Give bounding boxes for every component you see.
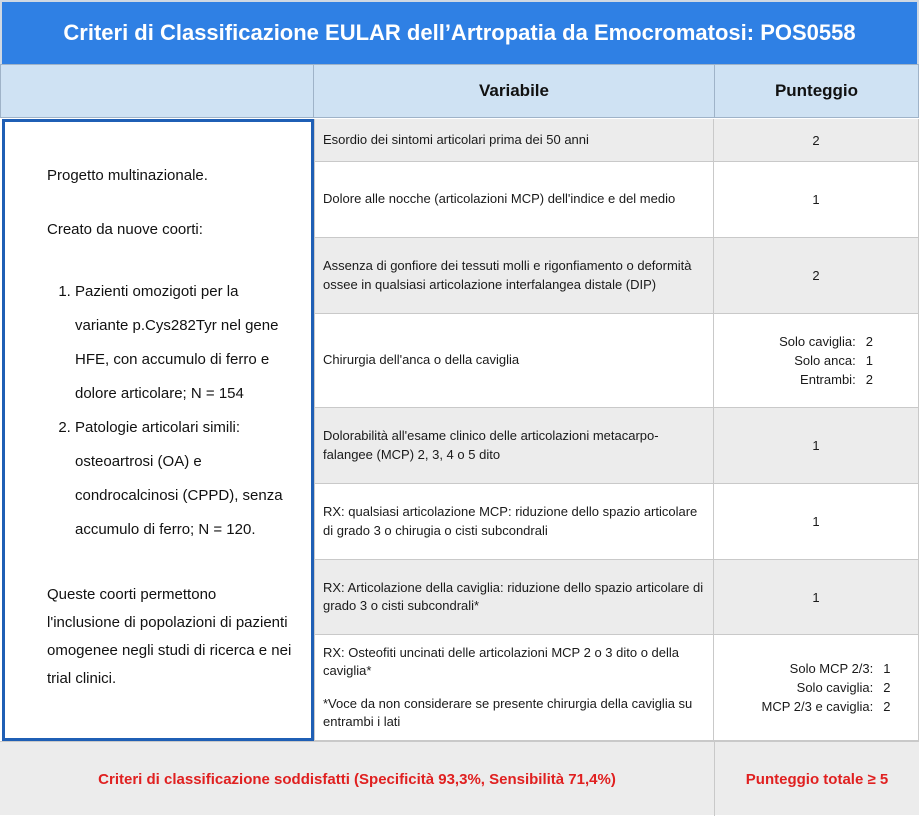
variable-text: Assenza di gonfiore dei tessuti molli e rigonfiamento o deformità ossee in qualsiasi articolazione interfalangea distale (DIP) — [323, 258, 692, 292]
variable-cell — [314, 635, 714, 741]
variable-cell — [314, 119, 714, 162]
header-variable: Variabile — [313, 64, 715, 118]
criteria-row — [314, 119, 919, 162]
score-label: MCP 2/3 e caviglia: — [761, 699, 874, 714]
criteria-row — [314, 162, 919, 238]
criteria-row — [314, 314, 919, 408]
variable-cell — [314, 484, 714, 560]
cohort-list — [47, 275, 293, 547]
cohort-item-2: 2. Patologie articolari simili: osteoartrosi (OA) e condrocalcinosi (CPPD), senza accumulo di ferro; N = 120. — [75, 411, 293, 547]
score-breakdown — [779, 334, 873, 387]
closing-text: Queste coorti permettono l'inclusione di popolazioni di pazienti omogenee negli studi di ricerca e nei trial clinici. — [47, 585, 292, 687]
score-value: 1 — [865, 353, 873, 368]
score-label: Entrambi: — [800, 372, 856, 387]
score-value: 2 — [883, 699, 891, 714]
variable-text: Esordio dei sintomi articolari prima dei 50 anni — [323, 131, 589, 147]
variable-text: RX: Articolazione della caviglia: riduzione dello spazio articolare di grado 3 o cisti subcondrali* — [323, 579, 704, 613]
variable-text: Dolore alle nocche (articolazioni MCP) dell'indice e del medio — [323, 191, 676, 207]
score-value: 2 — [883, 680, 891, 695]
study-description-panel — [2, 119, 314, 741]
variable-text: Dolorabilità all'esame clinico delle articolazioni metacarpo-falangee (MCP) 2, 3, 4 o 5 dito — [323, 428, 659, 462]
criteria-row — [314, 635, 919, 741]
criteria-row — [314, 408, 919, 484]
variable-cell — [314, 408, 714, 484]
score-label: Solo MCP 2/3: — [789, 661, 874, 676]
score-label: Solo anca: — [794, 353, 856, 368]
criteria-row — [314, 560, 919, 635]
variable-text: RX: qualsiasi articolazione MCP: riduzione dello spazio articolare di grado 3 o chirugia o cisti subcondrali — [323, 504, 698, 538]
criteria-row — [314, 484, 919, 560]
score-cell: 1 — [714, 484, 919, 560]
cohort-item-1: 1. Pazienti omozigoti per la variante p.Cys282Tyr nel gene HFE, con accumulo di ferro e dolore articolare; N = 154 — [75, 275, 293, 411]
score-cell — [714, 635, 919, 741]
classification-criteria-text: Criteri di classificazione soddisfatti (Specificità 93,3%, Sensibilità 71,4%) — [0, 742, 715, 816]
score-cell: 2 — [714, 119, 919, 162]
score-value: 2 — [865, 334, 873, 349]
score-value: 2 — [865, 372, 873, 387]
score-cell: 1 — [714, 162, 919, 238]
criteria-row — [314, 238, 919, 314]
variable-text: Chirurgia dell'anca o della caviglia — [323, 352, 520, 368]
score-label: Solo caviglia: — [779, 334, 856, 349]
page-title: Criteri di Classificazione EULAR dell’Artropatia da Emocromatosi: POS0558 — [0, 0, 919, 64]
score-cell: 1 — [714, 408, 919, 484]
score-value: 1 — [883, 661, 891, 676]
variable-text: RX: Osteofiti uncinati delle articolazioni MCP 2 o 3 dito o della caviglia* — [323, 644, 680, 679]
variable-footnote: *Voce da non considerare se presente chirurgia della caviglia su entrambi i lati — [323, 695, 693, 729]
score-breakdown — [762, 661, 891, 714]
score-cell — [714, 314, 919, 408]
score-cell: 2 — [714, 238, 919, 314]
intro-cohorts: Creato da nuove coorti: — [47, 221, 203, 239]
variable-cell — [314, 238, 714, 314]
variable-cell — [314, 314, 714, 408]
variable-cell — [314, 560, 714, 635]
header-score: Punteggio — [714, 64, 919, 118]
footer-row — [0, 741, 919, 815]
score-label: Solo caviglia: — [796, 680, 874, 695]
score-cell: 1 — [714, 560, 919, 635]
intro-multinational: Progetto multinazionale. — [47, 167, 208, 184]
total-score-threshold: Punteggio totale ≥ 5 — [745, 770, 889, 788]
header-blank-cell — [0, 64, 314, 118]
variable-cell — [314, 162, 714, 238]
